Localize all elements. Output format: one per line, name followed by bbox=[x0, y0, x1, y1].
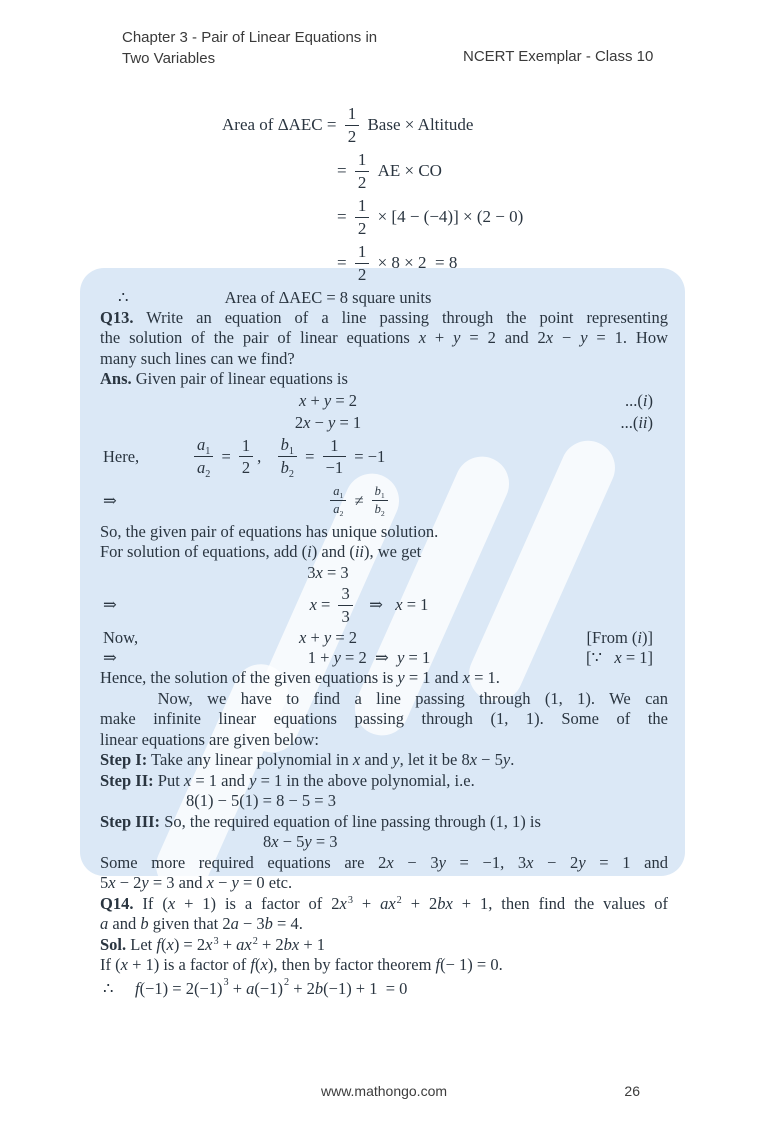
q13-line-3: many such lines can we find? bbox=[100, 348, 295, 368]
eq-i: x + y = 2 ...(i) bbox=[298, 390, 653, 410]
fraction: $\frac{3}{3}$ bbox=[338, 585, 352, 625]
fraction: $\frac{1}{2}$ bbox=[355, 151, 370, 192]
step-2: Step II: Put x = 1 and y = 1 in the above polynomial, i.e. bbox=[100, 770, 475, 790]
ratio-line: Here, $\frac{a_1}{a_2}$ = $\frac{1}{2}$ , $\frac{b_1}{b_2}$ = $\frac{1}{-1}$ = −1 bbox=[103, 435, 386, 480]
area-eq-line-1: Area of ΔAEC = $\frac{1}{2}$ Base × Altitude bbox=[222, 103, 474, 146]
fraction: $\frac{1}{2}$ bbox=[355, 197, 370, 238]
eq-now: Now, x + y = 2 [From (i)] bbox=[103, 627, 653, 647]
fraction: $\frac{b_1}{b_2}$ bbox=[278, 436, 297, 476]
f-minus-1: ∴ f (−1) = 2(−1) 3 + a (−1) 2 + 2 b (−1) + 1 = 0 bbox=[103, 976, 408, 998]
area-eq-line-4: = $\frac{1}{2}$ × 8 × 2 = 8 bbox=[337, 241, 458, 284]
fraction: $\frac{b_1}{b_2}$ bbox=[372, 485, 388, 516]
ratio-conclusion: ⇒ $\frac{a_1}{a_2}$ ≠ $\frac{b_1}{b_2}$ bbox=[0, 480, 768, 522]
footer-url: www.mathongo.com bbox=[320, 1083, 448, 1099]
q14-line-1: Q14. If (x + 1) is a factor of $2x^3 + ax^2 + 2bx + 1$, then find the values of bbox=[100, 893, 668, 913]
fraction: $\frac{a_1}{a_2}$ bbox=[330, 485, 346, 516]
ratio-line-label: Here, bbox=[103, 446, 140, 466]
infinite-lines-3: linear equations are given below: bbox=[100, 729, 320, 749]
area-derivation-block bbox=[0, 102, 768, 286]
eq-now-label: Now, bbox=[103, 627, 139, 647]
fraction: $\frac{1}{-1}$ bbox=[323, 437, 347, 477]
area-result-label: ∴ bbox=[118, 287, 129, 307]
q13-line-1: Q13. Write an equation of a line passing through the point representing bbox=[100, 307, 668, 327]
solution-content-block bbox=[0, 287, 768, 1002]
header-chapter-line1: Chapter 3 - Pair of Linear Equations in bbox=[122, 29, 378, 46]
fraction: $\frac{1}{2}$ bbox=[355, 243, 370, 284]
fraction: $\frac{a_1}{a_2}$ bbox=[194, 436, 213, 476]
fraction: $\frac{1}{2}$ bbox=[239, 437, 253, 477]
q13-ans-intro: Ans. Given pair of linear equations is bbox=[100, 369, 348, 388]
fraction: $\frac{1}{2}$ bbox=[345, 105, 360, 146]
factor-theorem: If (x + 1) is a factor of f(x), then by factor theorem f(− 1) = 0. bbox=[100, 955, 503, 974]
f-minus-1-label: ∴ bbox=[103, 978, 114, 998]
eq-x-value-label: ⇒ bbox=[103, 595, 117, 615]
ratio-conclusion-label: ⇒ bbox=[103, 490, 117, 510]
q14-sol: Sol. Let $f(x) = 2x^3 + ax^2 + 2bx + 1$ bbox=[100, 934, 326, 954]
line-equation: 8x − 5y = 3 bbox=[263, 832, 338, 851]
eq-y-value-ref: [∵ x = 1] bbox=[585, 648, 653, 668]
step-3: Step III: So, the required equation of line passing through (1, 1) is bbox=[100, 811, 541, 831]
header-chapter-line2: Two Variables bbox=[122, 50, 216, 67]
q13-line-2: the solution of the pair of linear equations x + y = 2 and 2x − y = 1. How bbox=[100, 328, 668, 347]
infinite-lines-1: Now, we have to find a line passing through (1, 1). We can bbox=[100, 688, 668, 708]
eq-now-ref: [From (i)] bbox=[586, 627, 653, 647]
add-equations: For solution of equations, add (i) and (ii), we get bbox=[100, 542, 422, 561]
area-result: ∴ Area of ΔAEC = 8 square units bbox=[118, 287, 432, 307]
step-1: Step I: Take any linear polynomial in x and y, let it be 8x − 5y. bbox=[100, 750, 515, 769]
eq-3x: 3 x = 3 bbox=[307, 563, 349, 583]
header-book-title: NCERT Exemplar - Class 10 bbox=[463, 48, 654, 65]
area-eq-line-2: = $\frac{1}{2}$ AE × CO bbox=[337, 149, 442, 192]
header-chapter bbox=[122, 27, 377, 69]
eq-y-value-label: ⇒ bbox=[103, 648, 117, 668]
eq-ii: 2 x − y = 1 ...(ii) bbox=[294, 412, 653, 432]
step-2-eval: 8(1) − 5(1) = 8 − 5 = 3 bbox=[186, 791, 336, 810]
infinite-lines-2: make infinite linear equations passing through (1, 1). Some of the bbox=[100, 709, 668, 728]
eq-x-value: ⇒ x = $\frac{3}{3}$ ⇒ x = 1 bbox=[103, 584, 429, 626]
q14-line-2: a and b given that 2a − 3b = 4. bbox=[100, 914, 303, 933]
more-equations-2: 5x − 2y = 3 and x − y = 0 etc. bbox=[100, 873, 293, 892]
area-eq-line-3: = $\frac{1}{2}$ × [4 − (−4)] × (2 − 0) bbox=[337, 195, 524, 238]
eq-i-ref: ...(i) bbox=[625, 390, 653, 410]
unique-solution: So, the given pair of equations has unique solution. bbox=[100, 521, 439, 541]
hence-solution: Hence, the solution of the given equations is y = 1 and x = 1. bbox=[100, 668, 500, 687]
footer-page-number: 26 bbox=[624, 1083, 640, 1099]
more-equations-1: Some more required equations are 2x − 3y = −1, 3x − 2y = 1 and bbox=[100, 852, 668, 872]
eq-y-value: ⇒ 1 + y = 2 ⇒ y = 1 [∵ x = 1] bbox=[103, 648, 653, 668]
eq-ii-ref: ...(ii) bbox=[620, 412, 653, 432]
